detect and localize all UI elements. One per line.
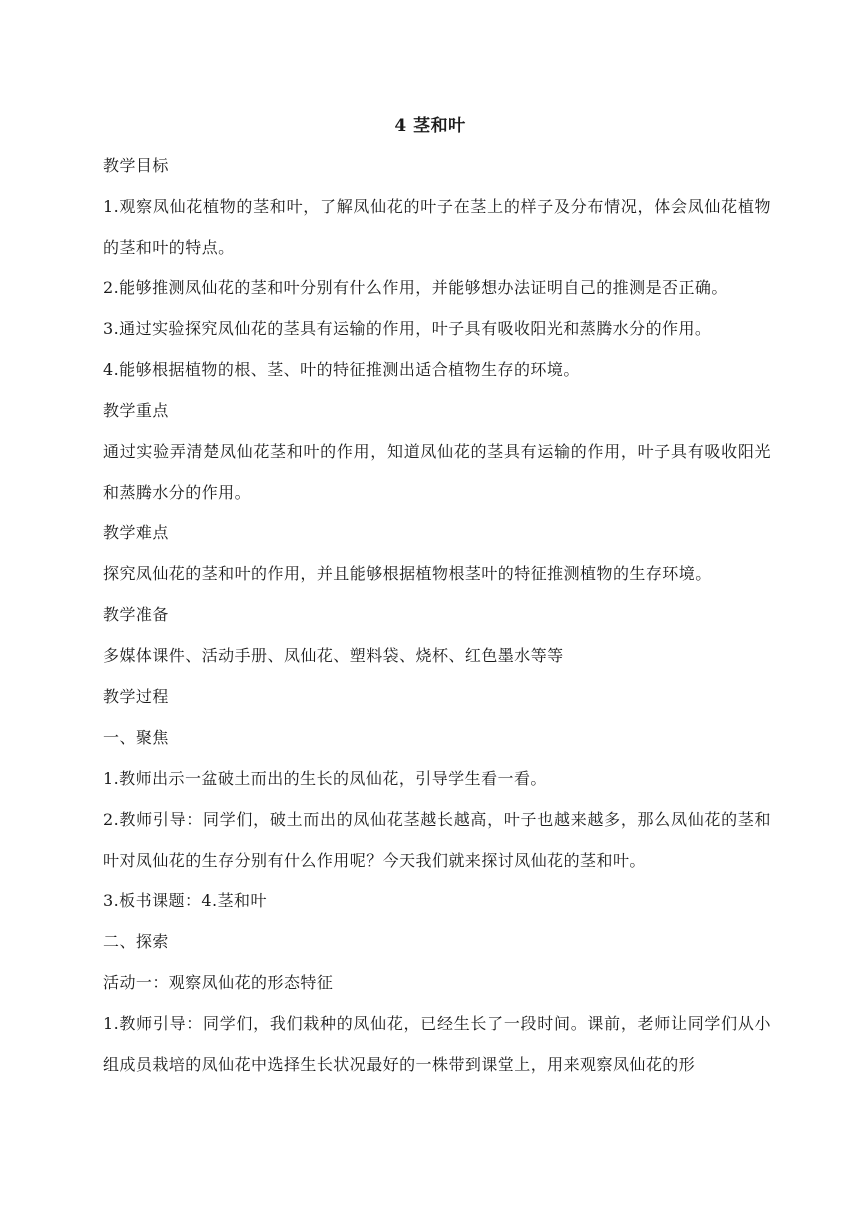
goal-1: 1.观察凤仙花植物的茎和叶，了解凤仙花的叶子在茎上的样子及分布情况，体会凤仙花植物的茎和叶的特点。 bbox=[103, 197, 771, 257]
key-points-text: 通过实验弄清楚凤仙花茎和叶的作用，知道凤仙花的茎具有运输的作用，叶子具有吸收阳光和蒸腾水分的作用。 bbox=[103, 442, 771, 502]
focus-step-2: 2.教师引导：同学们，破土而出的凤仙花茎越长越高，叶子也越来越多，那么凤仙花的茎和叶对凤仙花的生存分别有什么作用呢？今天我们就来探讨凤仙花的茎和叶。 bbox=[103, 810, 771, 870]
activity-1-title: 活动一：观察凤仙花的形态特征 bbox=[103, 973, 334, 992]
section-explore: 二、探索 bbox=[103, 932, 169, 951]
focus-step-3: 3.板书课题：4.茎和叶 bbox=[103, 891, 267, 910]
goal-4: 4.能够根据植物的根、茎、叶的特征推测出适合植物生存的环境。 bbox=[103, 360, 580, 379]
heading-teaching-goals: 教学目标 bbox=[103, 156, 169, 175]
difficulties-text: 探究凤仙花的茎和叶的作用，并且能够根据植物根茎叶的特征推测植物的生存环境。 bbox=[103, 564, 712, 583]
goal-2: 2.能够推测凤仙花的茎和叶分别有什么作用，并能够想办法证明自己的推测是否正确。 bbox=[103, 278, 728, 297]
goal-3: 3.通过实验探究凤仙花的茎具有运输的作用，叶子具有吸收阳光和蒸腾水分的作用。 bbox=[103, 319, 712, 338]
heading-process: 教学过程 bbox=[103, 687, 169, 706]
heading-preparation: 教学准备 bbox=[103, 605, 169, 624]
section-focus: 一、聚焦 bbox=[103, 728, 169, 747]
heading-key-points: 教学重点 bbox=[103, 401, 169, 420]
focus-step-1: 1.教师出示一盆破土而出的生长的凤仙花，引导学生看一看。 bbox=[103, 769, 547, 788]
document-title: 4 茎和叶 bbox=[394, 116, 466, 136]
document-body bbox=[103, 154, 771, 1093]
preparation-text: 多媒体课件、活动手册、凤仙花、塑料袋、烧杯、红色墨水等等 bbox=[103, 646, 564, 665]
activity-1-step-1: 1.教师引导：同学们，我们栽种的凤仙花，已经生长了一段时间。课前，老师让同学们从小组成员栽培的凤仙花中选择生长状况最好的一株带到课堂上，用来观察凤仙花的形 bbox=[103, 1014, 771, 1074]
heading-difficulties: 教学难点 bbox=[103, 523, 169, 542]
